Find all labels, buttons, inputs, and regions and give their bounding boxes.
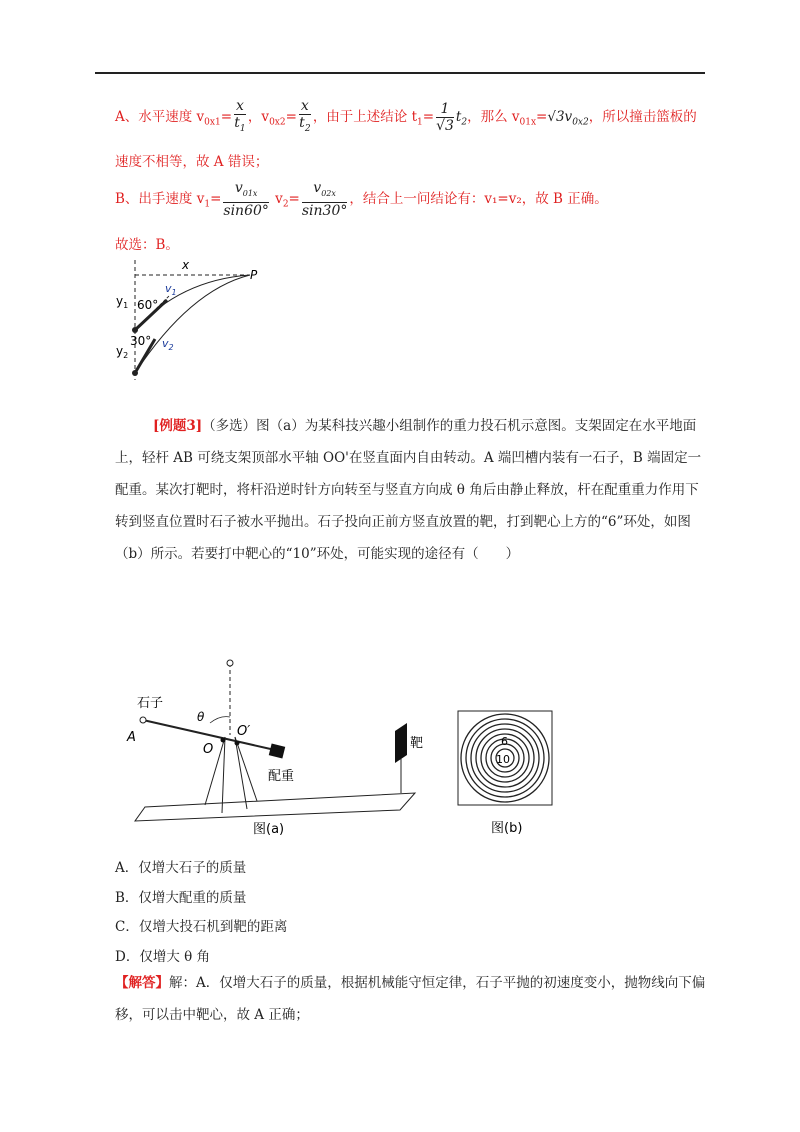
figure-a-caption: 图(a)	[253, 822, 285, 837]
solution-b-line: B、出手速度 $v_1=$ $\frac{v_{01x}}{\sin 60^\circ}$ $v_2=$ $\frac{v_{02x}}{\sin 30^\circ}$ ，结合上一问结论有：v₁=v₂，故 B 正确。	[115, 180, 608, 219]
launch-point-2	[132, 370, 138, 376]
angle-60-label: 60°	[137, 298, 159, 312]
example-text: （多选）图（a）为某科技兴趣小组制作的重力投石机示意图。支架固定在水平地面上，轻杆 AB 可绕支架顶部水平轴 OO'在竖直面内自由转动。A 端凹槽内装有一石子，B 端固定一配重。某次打靶时，将杆沿逆时针方向转至与竖直方向成 θ 角后由静止释放，杆在配重重力作用下转到竖直位置时石子被水平抛出。石子投向正前方竖直放置的靶，打到靶心上方的“6”环处，如图（b）所示。若要打中靶心的“10”环处，可能实现的途径有（ ）	[115, 418, 702, 562]
trajectory-diagram	[110, 255, 270, 385]
option-b: B．仅增大配重的质量	[115, 890, 247, 906]
example-3-paragraph	[115, 410, 710, 570]
stone-label: 石子	[137, 696, 164, 711]
theta-label: θ	[197, 710, 205, 724]
solution-a-line1: A、水平速度 $v_{0x1}=$ $\frac{x}{t_1}$ ，$v_{0x2}=$ $\frac{x}{t_2}$ ，由于上述结论 $t_1=$ $\frac{1}{√3}$ $t_2$，那么 $v_{01x}=√3v_{0x2}$，所以撞击篮板的	[115, 98, 697, 137]
counterweight-label: 配重	[268, 769, 295, 784]
fraction-x-over-t1: $\frac{x}{t_1}$	[234, 98, 246, 134]
option-c: C．仅增大投石机到靶的距离	[115, 919, 288, 935]
figure-b-target	[455, 708, 555, 838]
x-label: x	[182, 258, 190, 272]
header-rule	[95, 72, 705, 74]
figure-b-caption: 图(b)	[491, 821, 523, 836]
ground-plane	[135, 793, 415, 821]
figure-a-trebuchet	[125, 655, 425, 840]
solution-a-line2: 速度不相等，故 A 错误；	[115, 154, 269, 170]
counterweight-block	[269, 743, 285, 758]
o-label: O	[203, 742, 214, 757]
p-label: P	[250, 268, 258, 282]
target-board	[395, 723, 407, 763]
fraction-x-over-t2: $\frac{x}{t_2}$	[299, 98, 311, 134]
option-d: D．仅增大 θ 角	[115, 949, 211, 965]
ring-6-label: 6	[501, 735, 508, 748]
launch-point-1	[132, 327, 138, 333]
example-tag: [例题3]	[153, 418, 203, 434]
fraction-1-over-sqrt3: $\frac{1}{√3}$	[436, 100, 454, 134]
target-label: 靶	[410, 736, 424, 751]
option-a: A．仅增大石子的质量	[115, 860, 247, 876]
oprime-label: O′	[237, 724, 251, 739]
a-label: A	[127, 730, 136, 745]
fraction-v01x-over-sin60: $\frac{v_{01x}}{\sin 60^\circ}$	[223, 180, 269, 219]
analysis-paragraph	[115, 967, 710, 1031]
fraction-v02x-over-sin30: $\frac{v_{02x}}{\sin 30^\circ}$	[301, 180, 348, 219]
answer-line: 故选：B。	[115, 237, 179, 253]
analysis-text: 解：A．仅增大石子的质量，根据机械能守恒定律，石子平抛的初速度变小，抛物线向下偏移，可以击中靶心，故 A 正确；	[115, 975, 706, 1023]
stone	[140, 717, 146, 723]
angle-30-label: 30°	[130, 334, 152, 348]
y2-label: $y_2$	[116, 344, 129, 360]
ring-10-label: 10	[496, 753, 510, 766]
v1-label: $v_1$	[165, 282, 177, 297]
trajectory-2	[135, 275, 250, 373]
analysis-tag: 【解答】	[115, 975, 169, 991]
v2-label: $v_2$	[162, 337, 174, 352]
y1-label: $y_1$	[116, 294, 129, 310]
